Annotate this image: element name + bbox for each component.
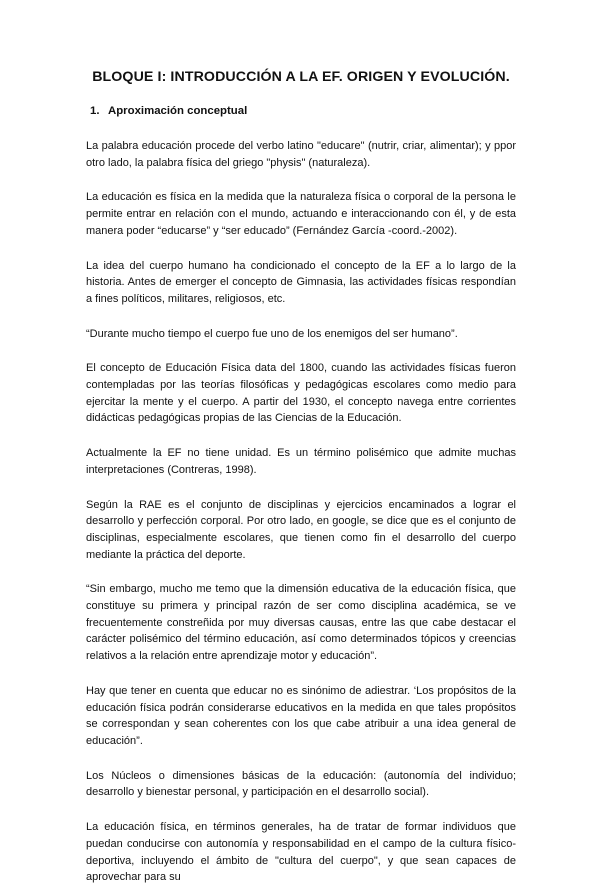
section-heading-text: Aproximación conceptual [108,105,248,117]
paragraph: Hay que tener en cuenta que educar no es sinónimo de adiestrar. ‘Los propósitos de la educación física podrán considerarse educativos en la medida en que tales propósitos se correspondan y sean coherentes con los que cabe atribuir a una idea general de educación”. [86,684,516,747]
paragraph: El concepto de Educación Física data del 1800, cuando las actividades físicas fueron contempladas por las teorías filosóficas y pedagógicas escolares como medio para ejercitar la mente y el cuerpo. A partir del 1930, el concepto navega entre corrientes didácticas pedagógicas propias de las Ciencias de la Educación. [86,362,516,425]
paragraph: Según la RAE es el conjunto de disciplinas y ejercicios encaminados a lograr el desarrollo y perfección corporal. Por otro lado, en google, se dice que es el conjunto de disciplinas, especialmente escolares, que tienen como fin el desarrollo del cuerpo mediante la práctica del deporte. [86,498,516,561]
section-number: 1. [90,105,100,117]
paragraph: La idea del cuerpo humano ha condicionado el concepto de la EF a lo largo de la historia. Antes de emerger el concepto de Gimnasia, las actividades físicas respondían a fines políticos, militares, religiosos, etc. [86,259,516,305]
paragraph: Actualmente la EF no tiene unidad. Es un término polisémico que admite muchas interpretaciones (Contreras, 1998). [86,447,516,476]
paragraph: La educación es física en la medida que la naturaleza física o corporal de la persona le permite entrar en relación con el mundo, actuando e interaccionando con él, y de esta manera poder “educarse” y “ser educado” (Fernández García -coord.-2002). [86,191,516,237]
section-heading [90,104,516,119]
paragraph: La educación física, en términos generales, ha de tratar de formar individuos que puedan conducirse con autonomía y responsabilidad en el campo de la cultura físico-deportiva, incluyendo el ámbito de "cultura del cuerpo", y que sean capaces de aprovechar para su [86,821,516,884]
quote-paragraph: “Durante mucho tiempo el cuerpo fue uno de los enemigos del ser humano”. [86,327,458,340]
quote-paragraph: “Sin embargo, mucho me temo que la dimensión educativa de la educación física, que constituye su primera y principal razón de ser como disciplina académica, se ve frecuentemente constreñida por muy diversas causas, entre las que cabe destacar el carácter polisémico del término educación, así como determinados tópicos y creencias relativos a la relación entre aprendizaje motor y educación”. [86,583,516,663]
paragraph: Los Núcleos o dimensiones básicas de la educación: (autonomía del individuo; desarrollo y bienestar personal, y participación en el desarrollo social). [86,769,516,799]
paragraph: La palabra educación procede del verbo latino "educare" (nutrir, criar, alimentar); y ppor otro lado, la palabra física del griego "physis" (naturaleza). [86,140,516,169]
document-title: BLOQUE I: INTRODUCCIÓN A LA EF. ORIGEN Y EVOLUCIÓN. [92,69,510,85]
